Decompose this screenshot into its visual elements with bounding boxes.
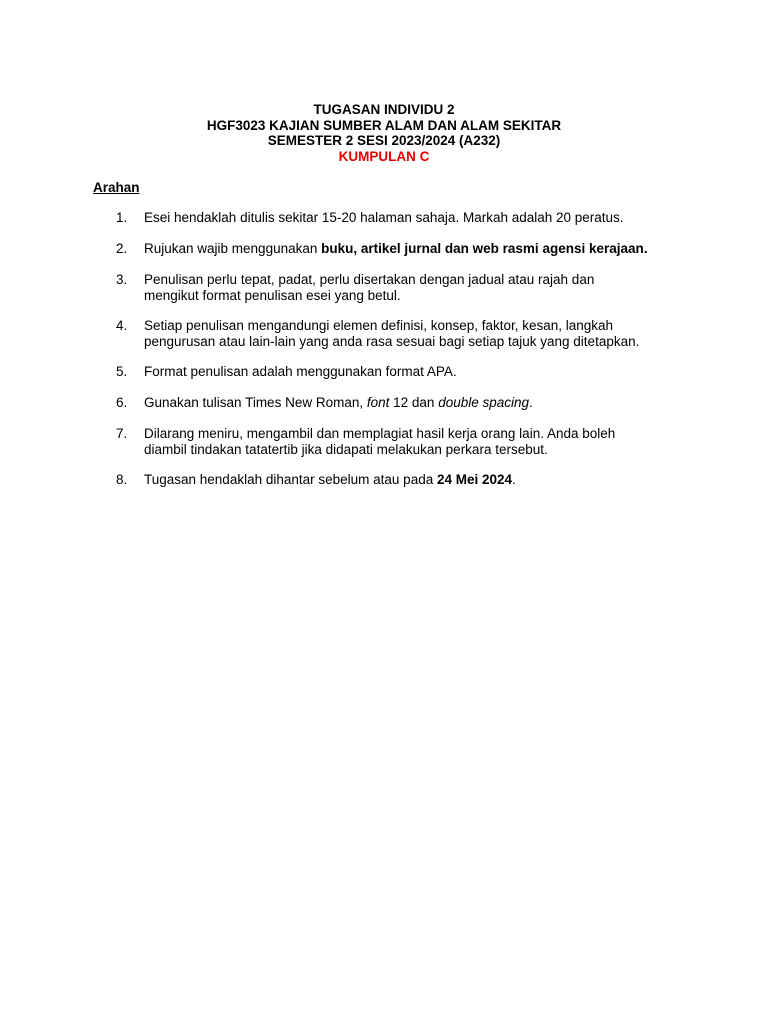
semester-line: SEMESTER 2 SESI 2023/2024 (A232)	[267, 133, 501, 148]
item-text: Setiap penulisan mengandungi elemen definisi, konsep, faktor, kesan, langkah pengurusan atau lain-lain yang anda rasa sesuai bagi setiap tajuk yang ditetapkan.	[144, 318, 640, 349]
item-text: Format penulisan adalah menggunakan format APA.	[144, 364, 457, 379]
item-text: Esei hendaklah ditulis sekitar 15-20 halaman sahaja. Markah adalah 20 peratus.	[144, 210, 624, 225]
item-text-bold: buku, artikel jurnal dan web rasmi agensi kerajaan.	[321, 241, 648, 256]
item-text	[144, 472, 694, 488]
item-number: 4.	[116, 318, 128, 333]
item-text-plain: 12 dan	[389, 395, 439, 410]
item-text-italic: font	[366, 395, 390, 410]
course-title: HGF3023 KAJIAN SUMBER ALAM DAN ALAM SEKITAR	[206, 117, 562, 133]
assignment-title: TUGASAN INDIVIDU 2	[313, 102, 455, 117]
item-text	[144, 241, 694, 257]
item-text-plain: .	[512, 472, 516, 487]
item-number: 8.	[116, 472, 128, 487]
section-heading: Arahan	[93, 180, 140, 195]
item-text-plain: Rujukan wajib menggunakan	[144, 241, 322, 256]
item-text-bold: 24 Mei 2024	[436, 472, 513, 487]
item-text-plain: Gunakan tulisan Times New Roman,	[144, 395, 367, 410]
item-text-plain: .	[529, 395, 533, 410]
item-number: 7.	[116, 426, 128, 441]
item-text-plain: Tugasan hendaklah dihantar sebelum atau pada	[144, 472, 437, 487]
item-number: 1.	[116, 210, 128, 225]
item-number: 3.	[116, 272, 128, 287]
item-number: 6.	[116, 395, 128, 410]
item-number: 5.	[116, 364, 128, 379]
item-text	[144, 395, 694, 411]
item-text-italic: double spacing	[438, 395, 530, 410]
item-number: 2.	[116, 241, 128, 256]
group-label: KUMPULAN C	[338, 148, 430, 164]
item-text: Penulisan perlu tepat, padat, perlu disertakan dengan jadual atau rajah dan mengikut format penulisan esei yang betul.	[144, 272, 595, 303]
item-text: Dilarang meniru, mengambil dan memplagiat hasil kerja orang lain. Anda boleh diambil tindakan tatatertib jika didapati melakukan perkara tersebut.	[144, 426, 616, 457]
